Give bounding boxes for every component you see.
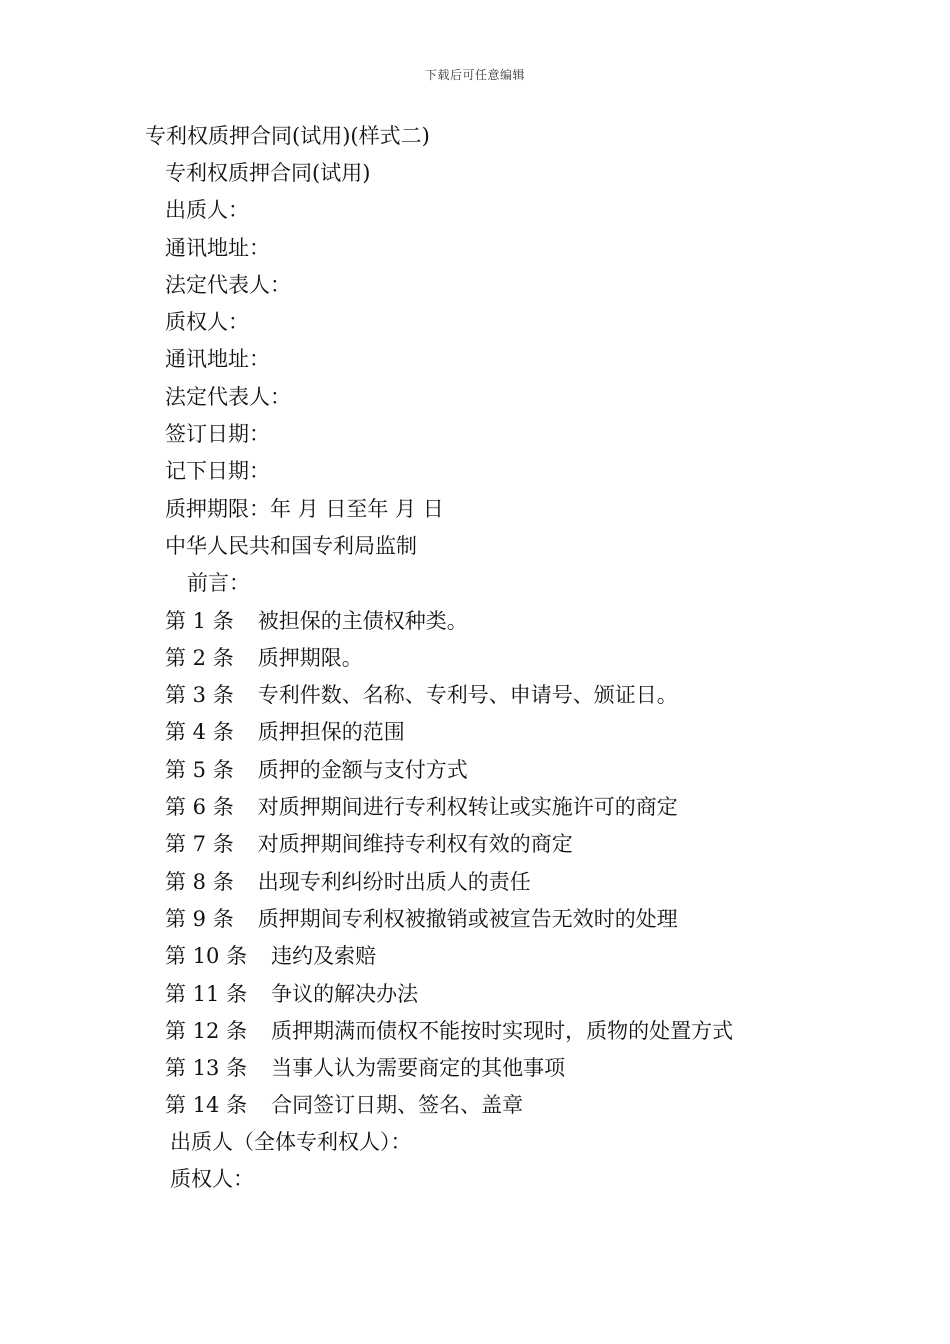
field-pledgee-address: 通讯地址： bbox=[165, 347, 270, 372]
article-number: 第 12 条 bbox=[165, 1018, 248, 1043]
article-item bbox=[165, 1054, 885, 1091]
signature-pledgor: 出质人（全体专利权人）： bbox=[170, 1130, 412, 1154]
article-number: 第 2 条 bbox=[165, 645, 234, 670]
article-item bbox=[165, 681, 885, 718]
article-text: 质押的金额与支付方式 bbox=[257, 757, 468, 782]
article-number: 第 8 条 bbox=[165, 869, 234, 894]
article-text: 对质押期间进行专利权转让或实施许可的商定 bbox=[257, 795, 678, 820]
article-number: 第 14 条 bbox=[165, 1093, 248, 1118]
article-item bbox=[165, 905, 885, 942]
article-item bbox=[165, 980, 885, 1017]
article-text: 合同签订日期、签名、盖章 bbox=[271, 1093, 524, 1118]
field-pledge-period: 质押期限：年 月 日至年 月 日 bbox=[165, 496, 444, 521]
article-number: 第 13 条 bbox=[165, 1056, 248, 1081]
article-item bbox=[165, 830, 885, 867]
article-text: 质押期间专利权被撤销或被宣告无效时的处理 bbox=[257, 906, 678, 931]
article-text: 质押期满而债权不能按时实现时，质物的处置方式 bbox=[271, 1018, 734, 1043]
article-item bbox=[165, 644, 885, 681]
article-number: 第 10 条 bbox=[165, 944, 248, 969]
article-number: 第 4 条 bbox=[165, 720, 234, 745]
signature-block bbox=[170, 1128, 412, 1203]
field-pledgor: 出质人： bbox=[165, 198, 249, 223]
article-text: 质押担保的范围 bbox=[257, 720, 405, 745]
article-number: 第 9 条 bbox=[165, 906, 234, 931]
article-number: 第 11 条 bbox=[165, 981, 248, 1006]
document-title: 专利权质押合同(试用)(样式二) bbox=[145, 124, 430, 148]
article-text: 当事人认为需要商定的其他事项 bbox=[271, 1056, 566, 1081]
article-number: 第 7 条 bbox=[165, 832, 234, 857]
article-text: 违约及索赔 bbox=[271, 944, 377, 969]
article-item bbox=[165, 1091, 885, 1128]
field-record-date: 记下日期： bbox=[165, 459, 270, 484]
article-item bbox=[165, 942, 885, 979]
field-pledgor-representative: 法定代表人： bbox=[165, 272, 291, 297]
article-item bbox=[165, 868, 885, 905]
article-item bbox=[165, 718, 885, 755]
field-pledgor-address: 通讯地址： bbox=[165, 235, 270, 260]
article-number: 第 3 条 bbox=[165, 683, 234, 708]
preface-label: 前言： bbox=[187, 571, 250, 596]
article-item bbox=[165, 793, 885, 830]
document-subtitle: 专利权质押合同(试用) bbox=[165, 161, 371, 185]
page-header: 下载后可任意编辑 bbox=[424, 68, 525, 82]
document-body bbox=[165, 159, 885, 1129]
article-text: 对质押期间维持专利权有效的商定 bbox=[257, 832, 573, 857]
article-number: 第 5 条 bbox=[165, 757, 234, 782]
article-item bbox=[165, 1017, 885, 1054]
article-text: 质押期限。 bbox=[257, 645, 363, 670]
article-text: 争议的解决办法 bbox=[271, 981, 419, 1006]
article-text: 被担保的主债权种类。 bbox=[257, 608, 468, 633]
field-pledgee: 质权人： bbox=[165, 310, 249, 335]
article-text: 出现专利纠纷时出质人的责任 bbox=[257, 869, 531, 894]
article-text: 专利件数、名称、专利号、申请号、颁证日。 bbox=[257, 683, 678, 708]
article-number: 第 6 条 bbox=[165, 795, 234, 820]
field-signing-date: 签订日期： bbox=[165, 422, 270, 447]
field-supervisor: 中华人民共和国专利局监制 bbox=[165, 533, 417, 558]
article-number: 第 1 条 bbox=[165, 608, 234, 633]
signature-pledgee: 质权人： bbox=[170, 1167, 254, 1192]
article-item bbox=[165, 607, 885, 644]
article-item bbox=[165, 756, 885, 793]
field-pledgee-representative: 法定代表人： bbox=[165, 384, 291, 409]
